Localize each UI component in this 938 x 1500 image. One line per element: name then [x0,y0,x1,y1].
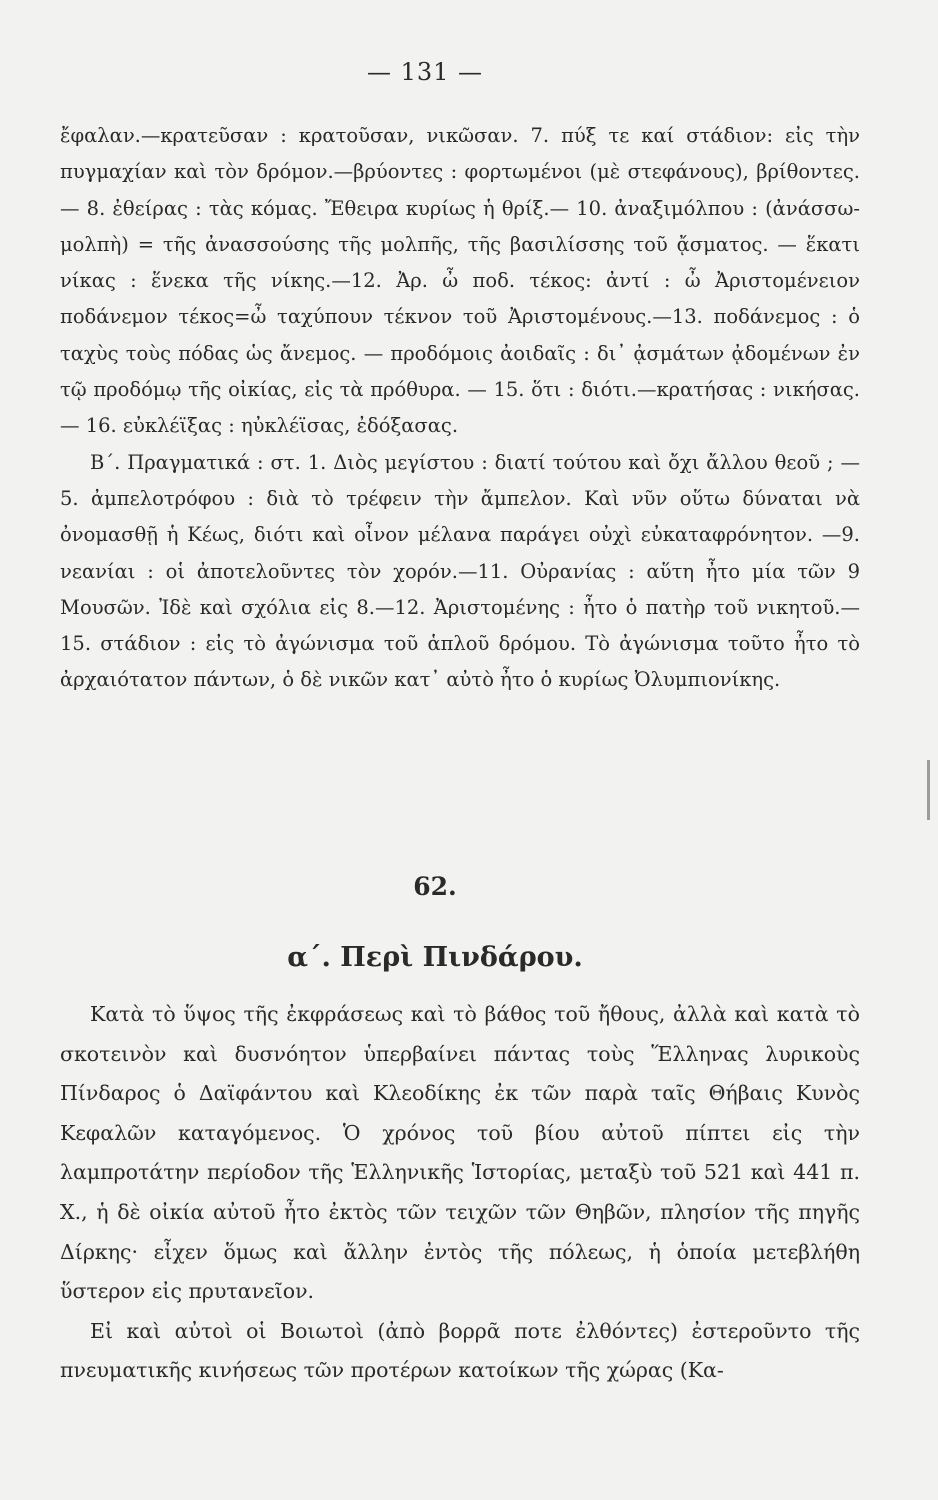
notes-paragraph-factual: Β΄. Πραγματικά : στ. 1. Διὸς μεγίστου : διατί τούτου καὶ ὄχι ἄλλου θεοῦ ; —5. ἀμπελοτρόφου : διὰ τὸ τρέφειν τὴν ἄμπελον. Καὶ νῦν οὕτω δύναται νὰ ὀνομασθῇ ἡ Κέως, διότι καὶ οἶνον μέλανα παράγει οὐχὶ εὐκαταφρόνητον. —9. νεανίαι : οἱ ἀποτελοῦντες τὸν χορόν.—11. Οὐρανίας : αὕτη ἦτο μία τῶν 9 Μουσῶν. Ἰδὲ καὶ σχόλια εἰς 8.—12. Ἀριστομένης : ἦτο ὁ πατὴρ τοῦ νικητοῦ.—15. στάδιον : εἰς τὸ ἀγώνισμα τοῦ ἁπλοῦ δρόμου. Τὸ ἀγώνισμα τοῦτο ἦτο τὸ ἀρχαιότατον πάντων, ὁ δὲ νικῶν κατ᾽ αὐτὸ ἦτο ὁ κυρίως Ὀλυμπιονίκης. [60,450,860,692]
margin-mark [927,760,930,820]
section-number: 62. [413,872,457,901]
notes-paragraph-linguistic: ἔφαλαν.—κρατεῦσαν : κρατοῦσαν, νικῶσαν. 7. πύξ τε καί στάδιον: εἰς τὴν πυγμαχίαν καὶ τὸν δρόμον.—βρύοντες : φορτωμένοι (μὲ στεφάνους), βρίθοντες. — 8. ἐθείρας : τὰς κόμας. Ἔθειρα κυρίως ἡ θρίξ.— 10. ἀναξιμόλπου : (ἀνάσσω-μολπὴ) = τῆς ἀνασσούσης τῆς μολπῆς, τῆς βασιλίσσης τοῦ ᾄσματος. — ἕκατι νίκας : ἕνεκα τῆς νίκης.—12. Ἀρ. ὦ ποδ. τέκος: ἀντί : ὦ Ἀριστομένειον ποδάνεμον τέκος=ὦ ταχύπουν τέκνον τοῦ Ἀριστομένους.—13. ποδάνεμος : ὁ ταχὺς τοὺς πόδας ὡς ἄνεμος. — προδόμοις ἀοιδαῖς : δι᾽ ᾀσμάτων ᾀδομένων ἐν τῷ προδόμῳ τῆς οἰκίας, εἰς τὰ πρόθυρα. — 15. ὅτι : διότι.—κρατήσας : νικήσας.— 16. εὐκλέϊξας : ηὐκλέϊσας, ἐδόξασας. [60,124,860,438]
commentary-notes [60,118,860,699]
page-number: — 131 — [366,58,484,86]
body-paragraph: Εἰ καὶ αὐτοὶ οἱ Βοιωτοὶ (ἀπὸ βορρᾶ ποτε ἐλθόντες) ἐστεροῦντο τῆς πνευματικῆς κινήσεως τῶν προτέρων κατοίκων τῆς χώρας (Κα- [60,1318,860,1383]
main-text [60,995,860,1391]
section-title: α΄. Περὶ Πινδάρου. [287,942,583,973]
body-paragraph: Κατὰ τὸ ὕψος τῆς ἐκφράσεως καὶ τὸ βάθος τοῦ ἤθους, ἀλλὰ καὶ κατὰ τὸ σκοτεινὸν καὶ δυσνόητον ὑπερβαίνει πάντας τοὺς Ἕλληνας λυρικοὺς Πίνδαρος ὁ Δαϊφάντου καὶ Κλεοδίκης ἐκ τῶν παρὰ ταῖς Θήβαις Κυνὸς Κεφαλῶν καταγόμενος. Ὁ χρόνος τοῦ βίου αὐτοῦ πίπτει εἰς τὴν λαμπροτάτην περίοδον τῆς Ἑλληνικῆς Ἱστορίας, μεταξὺ τοῦ 521 καὶ 441 π. Χ., ἡ δὲ οἰκία αὐτοῦ ἦτο ἐκτὸς τῶν τειχῶν τῶν Θηβῶν, πλησίον τῆς πηγῆς Δίρκης· εἶχεν ὅμως καὶ ἄλλην ἐντὸς τῆς πόλεως, ἡ ὁποία μετεβλήθη ὕστερον εἰς πρυτανεῖον. [60,1002,860,1304]
